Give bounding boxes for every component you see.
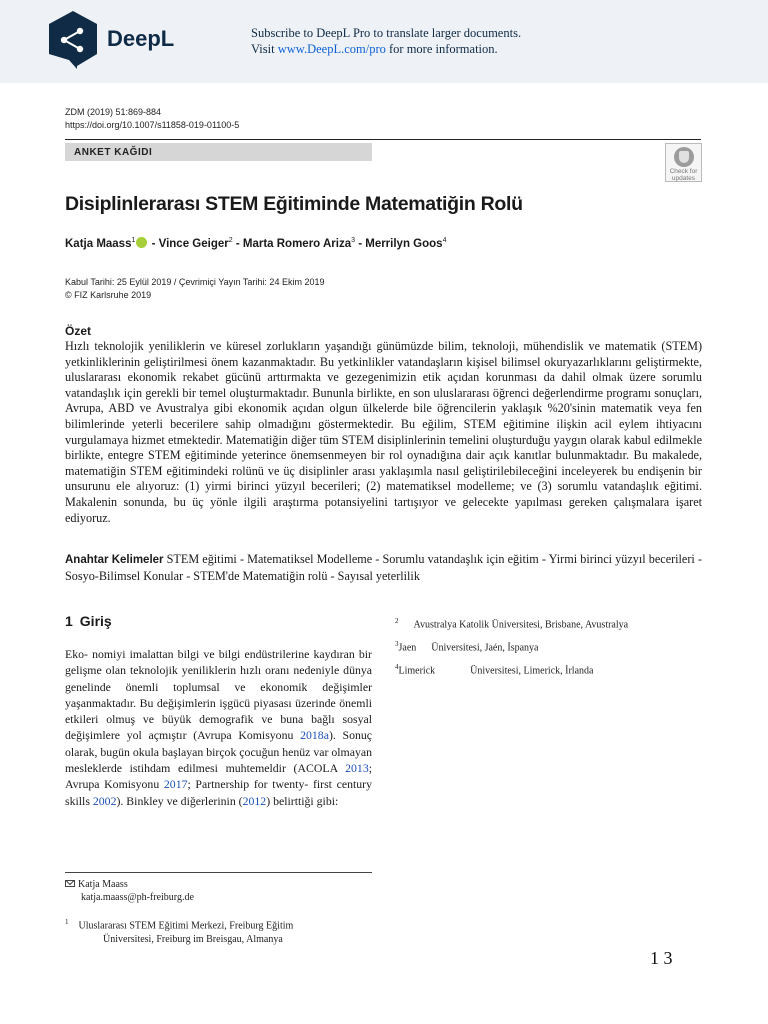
section-title: Giriş	[79, 613, 112, 629]
journal-meta	[65, 106, 239, 132]
author-affiliation: 2	[228, 237, 233, 245]
paper-type-label: ANKET KAĞIDI	[65, 143, 372, 161]
check-for-updates-badge[interactable]	[665, 143, 702, 182]
banner-line-1: Subscribe to DeepL Pro to translate larger documents.	[251, 26, 522, 40]
paper-title: Disiplinlerarası STEM Eğitiminde Matematiğin Rolü	[65, 193, 523, 215]
deepl-pro-link[interactable]: www.DeepL.com/pro	[277, 42, 386, 56]
footnote-rule	[65, 872, 372, 873]
copyright-line: © FIZ Karlsruhe 2019	[65, 290, 152, 300]
affiliations-list	[395, 612, 628, 680]
keywords-text: STEM eğitimi - Matematiksel Modelleme - Sorumlu vatandaşlık için eğitim - Yirmi birinci yüzyıl becerileri - Sosyo-Bilimsel Konular - STEM'de Matematiğin rolü - Sayısal yeterlilik	[65, 552, 702, 583]
deepl-logo-icon[interactable]	[47, 10, 99, 70]
deepl-banner	[0, 0, 768, 83]
section-number: 1	[65, 613, 73, 629]
author-name: Katja Maass	[65, 238, 132, 250]
journal-doi[interactable]: https://doi.org/10.1007/s11858-019-01100-5	[65, 120, 240, 130]
abstract-text: Hızlı teknolojik yeniliklerin ve küresel zorlukların yaşandığı günümüzde bilim, teknoloji, mühendislik ve matematik (STEM) yetkinliklerinin geliştirilmesi önem kazanmaktadır. Bu yetkinlikler vatandaşların kişisel bilimsel okuryazarlıklarını geliştirmekte, uluslararası ekonomik rekabet gücünü arttırmakta ve gezegenimizin etik açıdan korunması da dahil olmak üzere sorumlu vatandaşlık için gerekli bir temel oluşturmaktadır. Bununla birlikte, en son uluslararası öğrenci değerlendirme programı sonuçları, Avrupa, ABD ve Avustralya gibi ekonomik açıdan olgun ülkelerde bile öğrencilerin yaklaşık %20'sinin matematik veya fen bilimlerinde yeterli becerilere sahip olmadığını göstermektedir. Bu eğilim, STEM eğitimine ilişkin acil eylem ihtiyacını vurgulamaya hizmet etmektedir. Matematiğin diğer tüm STEM disiplinlerinin temelini oluşturduğu yaygın olarak kabul edilmekle birlikte, entegre STEM eğitiminde yeterince önemsenmeyen bir rol oynadığına dair açık kanıtlar bulunmaktadır. Bu makalede, matematiğin STEM eğitimindeki rolünü ve üç disiplinler arası yaklaşımla nasıl geliştirilebileceğini inceleyerek bu endişenin bir unsurunu ele alıyoruz: (1) yirmi birinci yüzyıl becerileri; (2) matematiksel modelleme; ve (3) sorumlu vatandaşlık eğitimi. Makalenin sonunda, bu üç yönle ilgili araştırma potansiyelini tartışıyor ve gelecekte yapılması gereken çalışmalara işaret ediyoruz.	[65, 339, 702, 525]
received-online-dates: Kabul Tarihi: 25 Eylül 2019 / Çevrimiçi Yayın Tarihi: 24 Ekim 2019	[65, 277, 325, 287]
author-list: Katja Maass$^1$ - Vince Geiger$^2$ - Marta Romero Ariza$^3$ - Merrilyn Goos$^4$	[65, 237, 447, 250]
introduction-paragraph: Eko- nomiyi imalattan bilgi ve bilgi endüstrilerine kaydıran bir gelişme olan teknolojik yeniliklerin hızlı oranı nedeniyle dünya genelinde önemli toplumsal ve ekonomik değişimler yaşanmaktadır. Bu değişimlerin işgücü piyasası üzerinde önemli etkileri olmuş ve büyük demografik ve buna bağlı sosyal değişimlere yol açmıştır (Avrupa Komisyonu 2018a). Sonuç olarak, bugün okula başlayan birçok çocuğun henüz var olmayan mesleklerde istihdam edilmesi muhtemeldir (ACOLA 2013; Avrupa Komisyonu 2017; Partnership for twenty- first century skills 2002). Binkley ve diğerlerinin (2012) belirttiği gibi:	[65, 647, 373, 808]
affiliation-item: $^3$Jaen Üniversitesi, Jaén, İspanya	[395, 639, 539, 654]
author-name: Merrilyn Goos	[365, 238, 443, 250]
envelope-icon	[65, 880, 75, 887]
author-affiliation: 4	[442, 237, 447, 245]
journal-citation: ZDM (2019) 51:869-884	[65, 107, 162, 117]
citation-link[interactable]: 2017	[163, 777, 188, 792]
bookmark-icon	[674, 147, 694, 167]
correspondence-name: Katja Maass	[78, 879, 128, 890]
orcid-icon[interactable]	[136, 237, 147, 248]
section-heading	[65, 613, 112, 629]
keywords	[65, 551, 702, 584]
affiliation-item: $^2$ Avustralya Katolik Üniversitesi, Brisbane, Avustralya	[395, 617, 629, 631]
citation-link[interactable]: 2018a	[300, 728, 329, 743]
author-affiliation: 1	[131, 237, 136, 245]
banner-message	[251, 25, 521, 57]
deepl-brand-name: DeepL	[107, 26, 175, 51]
author-affiliation: 3	[351, 237, 355, 245]
author-name: Vince Geiger	[158, 238, 229, 250]
citation-link[interactable]: 2012	[242, 793, 267, 808]
abstract-heading: Özet	[65, 324, 92, 338]
keywords-label: Anahtar Kelimeler	[65, 554, 164, 566]
affiliation-item: $^4$Limerick Üniversitesi, Limerick, İrlanda	[395, 662, 594, 676]
correspondence	[65, 878, 194, 904]
affiliation-footnote: $^1$ Uluslararası STEM Eğitimi Merkezi, Freiburg Eğitim Üniversitesi, Freiburg im Breisgau, Almanya	[65, 918, 294, 945]
correspondence-email[interactable]: katja.maass@ph-freiburg.de	[81, 892, 194, 903]
citation-link[interactable]: 2002	[92, 793, 117, 808]
citation-link[interactable]: 2013	[345, 761, 369, 776]
author-name: Marta Romero Ariza	[242, 238, 352, 250]
banner-line-2: Visit www.DeepL.com/pro for more information.	[251, 42, 498, 56]
publication-dates	[65, 276, 324, 302]
header-rule	[65, 139, 701, 140]
page-number: 1 3	[650, 948, 673, 968]
check-updates-text: Check for updates	[669, 168, 698, 182]
